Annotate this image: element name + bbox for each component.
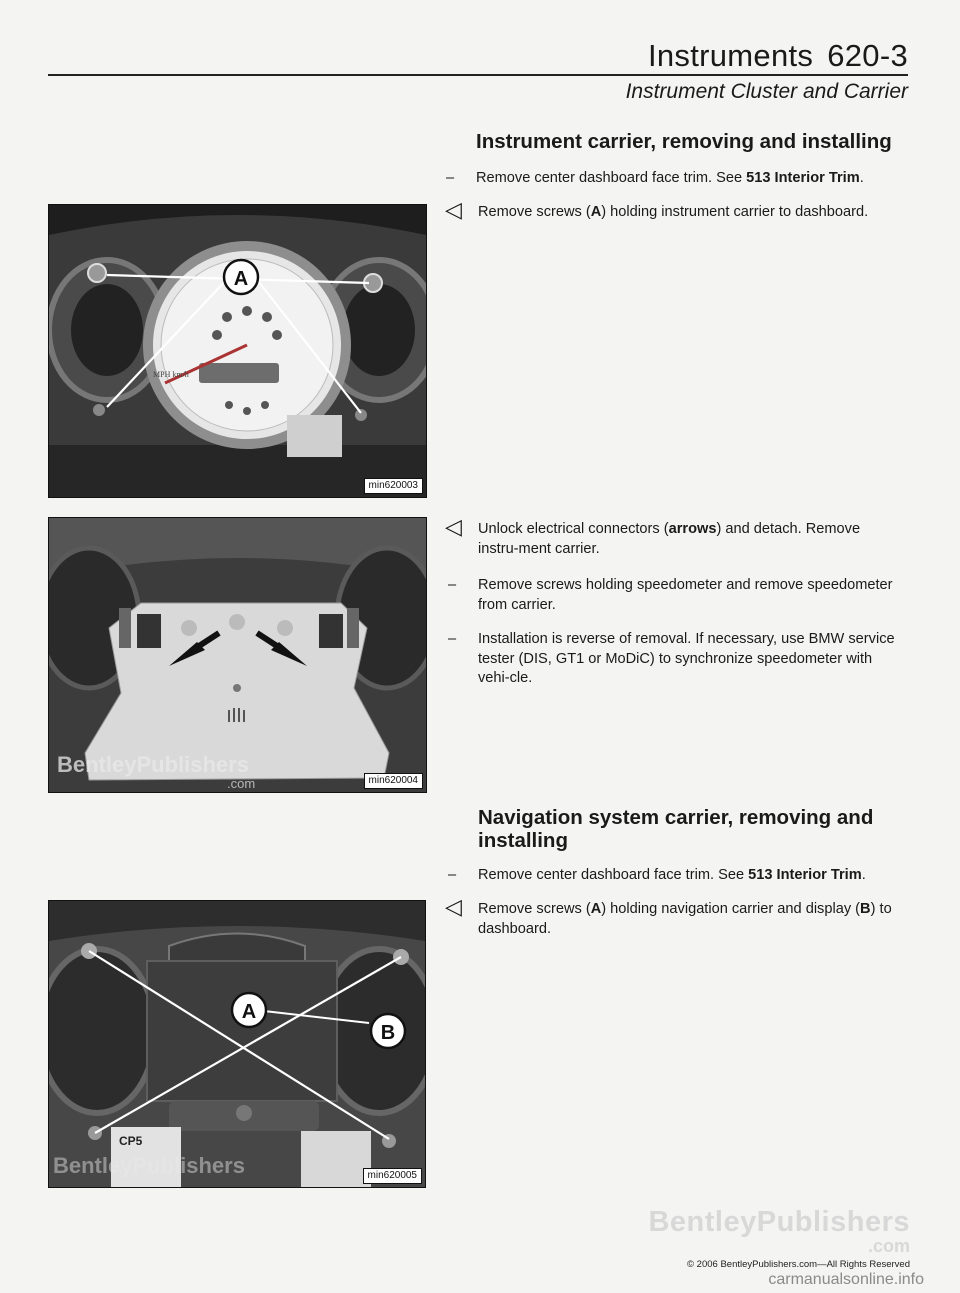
step-remove-screws: ◁ Remove screws (A) holding instrument carrier to dashboard. xyxy=(445,197,869,222)
step-dash: – xyxy=(448,867,457,883)
header-rule xyxy=(48,74,908,76)
step-remove-speedometer: – Remove screws holding speedometer and remove speedometer from carrier. xyxy=(448,577,893,613)
cp5-label: CP5 xyxy=(119,1134,143,1148)
chapter-title xyxy=(648,38,908,74)
section-heading-navigation-carrier: Navigation system carrier, removing and installing xyxy=(478,806,874,852)
step-remove-trim-nav: – Remove center dashboard face trim. See 513 Interior Trim. xyxy=(478,866,898,886)
chapter-section: Instruments xyxy=(647,38,814,73)
copyright-notice: © 2006 BentleyPublishers.com—All Rights Reserved xyxy=(687,1259,910,1270)
figure-id-label: min620004 xyxy=(364,773,423,789)
photo-watermark: BentleyPublishers xyxy=(53,1153,245,1178)
left-pointer-icon: ◁ xyxy=(445,514,462,539)
left-pointer-icon: ◁ xyxy=(445,894,462,919)
callout-b: B xyxy=(380,1022,396,1044)
page-number: 620-3 xyxy=(827,38,908,73)
publisher-logo: BentleyPublishers xyxy=(648,1206,910,1238)
left-pointer-icon: ◁ xyxy=(445,197,462,222)
figure-id-label: min620005 xyxy=(363,1168,422,1184)
step-dash: – xyxy=(448,577,457,593)
gauge-units-label: MPH km/h xyxy=(153,370,189,379)
chapter-subtitle: Instrument Cluster and Carrier xyxy=(625,80,908,103)
step-remove-screws-nav: ◁ Remove screws (A) holding navigation carrier and display (B) to dashboard. xyxy=(445,894,892,937)
step-unlock-connectors: ◁ Unlock electrical connectors (arrows) and detach. Remove instru-ment carrier. xyxy=(445,514,861,557)
step-installation: – Installation is reverse of removal. If necessary, use BMW service tester (DIS, GT1 or MoDiC) to synchronize speedometer with vehi-cle. xyxy=(448,631,895,686)
photo-watermark-com: .com xyxy=(227,776,256,791)
callout-a: A xyxy=(241,1001,257,1023)
callout-a: A xyxy=(233,268,249,290)
site-watermark: carmanualsonline.info xyxy=(768,1271,924,1288)
figure-navigation-carrier-photo xyxy=(48,900,426,1188)
step-dash: – xyxy=(446,170,455,186)
step-dash: – xyxy=(448,631,457,647)
figure-instrument-cluster-photo xyxy=(48,204,427,498)
figure-id-label: min620003 xyxy=(364,478,423,494)
photo-watermark: BentleyPublishers xyxy=(57,752,249,777)
section-heading-instrument-carrier: Instrument carrier, removing and installing xyxy=(476,130,892,153)
figure-connectors-photo xyxy=(48,517,427,793)
step-remove-trim: – Remove center dashboard face trim. See 513 Interior Trim. xyxy=(476,169,896,189)
publisher-logo-com: .com xyxy=(867,1236,910,1256)
